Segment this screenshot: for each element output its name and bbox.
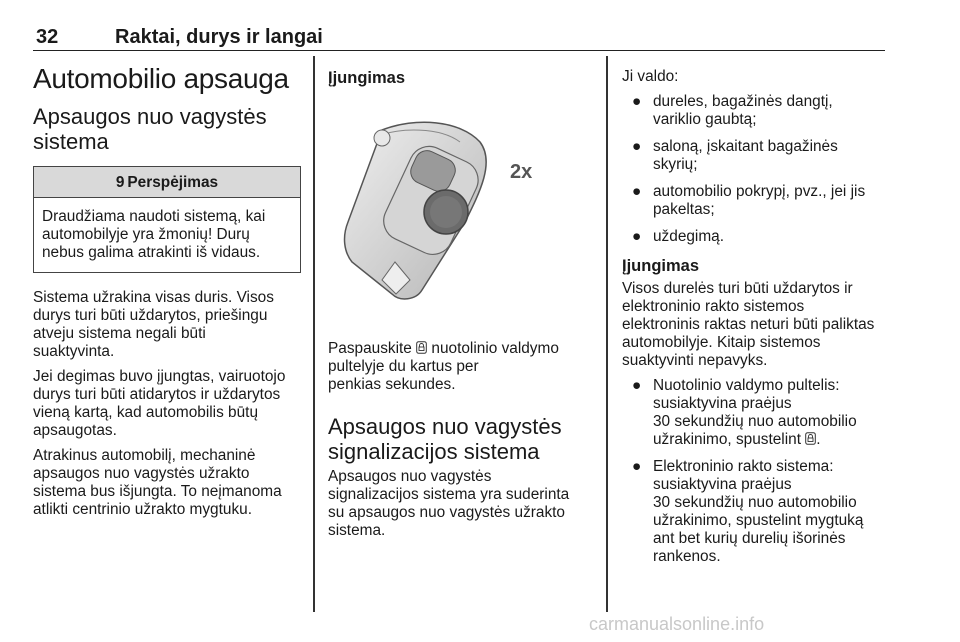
paragraph: Atrakinus automobilį, mechaninė apsaugos nuo vagystės užrakto sistema bus išjungta. To neįmanoma atlikti centrinio užrakto mygtuku. bbox=[33, 447, 282, 518]
warning-box bbox=[33, 166, 301, 273]
paragraph: Visos durelės turi būti uždarytos ir elektroninio rakto sistemos elektroninis raktas neturi būti paliktas automobilyje. Kitaip sistemos suaktyvinti nepavyks. bbox=[622, 280, 875, 369]
bullet: ● bbox=[632, 377, 642, 394]
column-left bbox=[33, 56, 301, 526]
list-item: ● uždegimą. bbox=[632, 228, 725, 245]
warning-text: Draudžiama naudoti sistemą, kai automobilyje yra žmonių! Durų nebus galima atrakinti iš vidaus. bbox=[42, 208, 266, 261]
controls-list bbox=[622, 93, 890, 246]
remote-key-illustration bbox=[330, 112, 590, 307]
press-count-label: 2x bbox=[510, 161, 533, 183]
bullet: ● bbox=[632, 228, 642, 245]
column-divider bbox=[606, 56, 608, 612]
warning-title: Perspėjimas bbox=[127, 174, 219, 191]
instruction-text: Paspauskite nuotolinio valdymo pultelyje du kartus per penkias sekundes. bbox=[328, 340, 559, 393]
chapter-title: Raktai, durys ir langai bbox=[115, 26, 323, 48]
list-item: ● saloną, įskaitant bagažinės skyrių; bbox=[632, 138, 838, 173]
column-divider bbox=[313, 56, 315, 612]
paragraph: Apsaugos nuo vagystės signalizacijos sistema yra suderinta su apsaugos nuo vagystės užrakto sistema. bbox=[328, 468, 570, 539]
steps-list bbox=[622, 377, 890, 566]
bullet: ● bbox=[632, 138, 642, 155]
list-item: ● Elektroninio rakto sistema: susiaktyvina praėjus 30 sekundžių nuo automobilio užrakinimo, spustelint mygtuką ant bet kurių durelių išorinės rankenos. bbox=[632, 458, 864, 565]
lock-icon bbox=[805, 432, 816, 445]
column-middle bbox=[328, 56, 592, 547]
bullet: ● bbox=[632, 93, 642, 110]
page-header bbox=[33, 20, 885, 51]
lock-icon bbox=[416, 341, 427, 354]
section-title: Apsaugos nuo vagystės sistema bbox=[33, 104, 267, 154]
subheading-activation: Įjungimas bbox=[622, 257, 700, 275]
warning-header bbox=[34, 167, 300, 198]
warning-triangle-icon: 9 bbox=[115, 174, 125, 191]
list-item: ● dureles, bagažinės dangtį, variklio gaubtą; bbox=[632, 93, 833, 128]
section-title: Apsaugos nuo vagystės signalizacijos sistema bbox=[328, 414, 562, 464]
bullet: ● bbox=[632, 183, 642, 200]
subheading-activation: Įjungimas bbox=[328, 69, 406, 87]
watermark: carmanualsonline.info bbox=[589, 614, 765, 634]
page-number: 32 bbox=[36, 26, 59, 48]
list-item: ● automobilio pokrypį, pvz., jei jis pakeltas; bbox=[632, 183, 866, 218]
column-right bbox=[622, 56, 890, 576]
paragraph: Sistema užrakina visas duris. Visos durys turi būti uždarytos, priešingu atveju sistema negali būti suaktyvinta. bbox=[33, 289, 274, 360]
paragraph: Jei degimas buvo įjungtas, vairuotojo durys turi būti atidarytos ir uždarytos vieną kartą, kad automobilis būtų apsaugotas. bbox=[33, 368, 286, 439]
list-item: ● Nuotolinio valdymo pultelis: susiaktyvina praėjus 30 sekundžių nuo automobilio užrakinimo, spustelint . bbox=[632, 377, 857, 448]
main-title: Automobilio apsauga bbox=[33, 63, 289, 94]
intro-text: Ji valdo: bbox=[622, 68, 679, 85]
bullet: ● bbox=[632, 458, 642, 475]
